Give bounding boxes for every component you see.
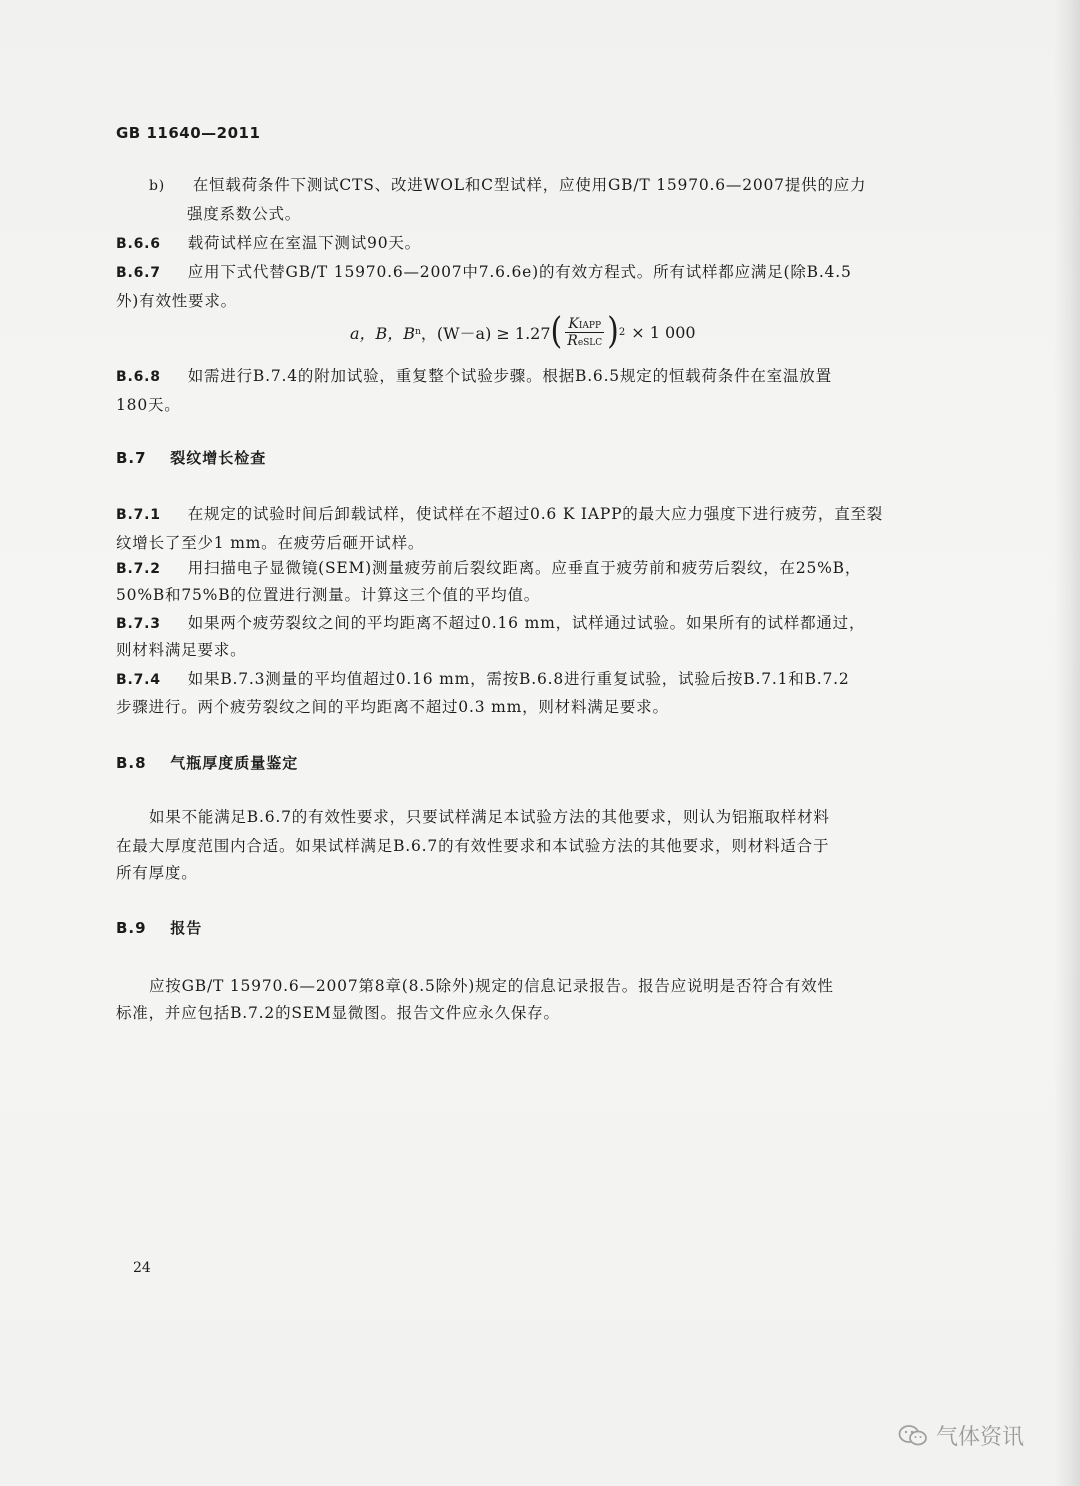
clause-b71-cont [116,531,424,553]
validity-formula [350,312,696,352]
clause-b74-cont [116,695,669,717]
paragraph-line: 所有厚度。 [116,864,198,882]
section-title: 裂纹增长检查 [170,449,267,467]
clause-text: 步骤进行。两个疲劳裂纹之间的平均距离不超过0.3 mm，则材料满足要求。 [116,698,669,716]
clause-b68-cont [116,393,181,415]
fraction-denominator [564,333,605,349]
clause-number: B.6.7 [116,265,161,281]
section-title: 报告 [170,919,203,937]
item-number: b) [149,178,166,194]
clause-b74 [116,667,850,689]
clause-b73 [116,611,865,633]
paragraph-line: 标准，并应包括B.7.2的SEM显微图。报告文件应永久保存。 [116,1004,560,1022]
section-number: B.9 [116,919,147,937]
clause-text: 如果B.7.3测量的平均值超过0.16 mm，需按B.6.8进行重复试验，试验后按B.7.1和B.7.2 [187,670,850,688]
list-item-b [149,173,866,195]
list-item-b-cont [187,202,301,224]
standard-header: GB 11640—2011 [116,124,261,142]
denominator-symbol: R [567,332,578,349]
section-title: 气瓶厚度质量鉴定 [170,754,299,772]
clause-number: B.6.8 [116,369,161,385]
clause-text: 应用下式代替GB/T 15970.6—2007中7.6.6e)的有效方程式。所有试样都应满足(除B.4.5 [187,263,852,281]
item-text: 强度系数公式。 [187,205,302,223]
clause-text: 如果两个疲劳裂纹之间的平均距离不超过0.16 mm，试样通过试验。如果所有的试样都通过， [187,614,866,632]
denominator-sub: eSLC [577,337,603,348]
clause-b66 [116,231,421,253]
clause-b73-cont [116,638,246,660]
right-paren: ) [607,310,619,353]
formula-lhs-tail: ，(W－a) ≥ 1.27 [420,323,551,343]
wechat-watermark [898,1420,1024,1451]
paragraph-line: 如果不能满足B.6.7的有效性要求，只要试样满足本试验方法的其他要求，则认为铝瓶取样材料 [149,808,830,826]
clause-b71 [116,502,883,524]
clause-text: 外)有效性要求。 [116,292,237,310]
fraction-numerator [565,316,604,333]
clause-text: 180天。 [116,396,181,414]
clause-number: B.7.1 [116,507,161,523]
watermark-text: 气体资讯 [936,1425,1025,1450]
page-edge-shadow [1054,0,1080,1486]
section-heading-b9 [116,917,202,938]
clause-number: B.7.4 [116,672,161,688]
page-number: 24 [133,1260,151,1276]
clause-text: 在规定的试验时间后卸载试样，使试样在不超过0.6 K IAPP的最大应力强度下进行疲劳，直至裂 [187,505,884,523]
section-heading-b7 [116,447,266,468]
clause-text: 则材料满足要求。 [116,641,247,659]
clause-b67-cont [116,289,237,311]
clause-text: 如需进行B.7.4的附加试验，重复整个试验步骤。根据B.6.5规定的恒载荷条件在室温放置 [187,367,832,385]
section-number: B.8 [116,754,147,772]
paragraph-line: 应按GB/T 15970.6—2007第8章(8.5除外)规定的信息记录报告。报告应说明是否符合有效性 [149,977,834,995]
clause-text: 50%B和75%B的位置进行测量。计算这三个值的平均值。 [116,586,541,604]
clause-number: B.7.3 [116,616,161,632]
formula-lhs-sub: n [415,327,421,337]
formula-power: 2 [618,326,626,338]
numerator-symbol: K [568,315,579,332]
clause-number: B.7.2 [116,561,161,577]
clause-text: 载荷试样应在室温下测试90天。 [187,234,421,252]
clause-text: 纹增长了至少1 mm。在疲劳后砸开试样。 [116,534,425,552]
section-number: B.7 [116,449,147,467]
item-text: 在恒载荷条件下测试CTS、改进WOL和C型试样，应使用GB/T 15970.6—2007提供的应力 [192,176,867,194]
left-paren: ( [550,310,563,353]
wechat-icon [898,1424,928,1448]
clause-number: B.6.6 [116,236,161,252]
section-heading-b8 [116,752,298,773]
formula-fraction [564,316,605,349]
clause-b72-cont [116,583,540,605]
clause-b72 [116,556,861,578]
clause-b67 [116,260,852,282]
paragraph-line: 在最大厚度范围内合适。如果试样满足B.6.7的有效性要求和本试验方法的其他要求，则材料适合于 [116,837,830,855]
clause-text: 用扫描电子显微镜(SEM)测量疲劳前后裂纹距离。应垂直于疲劳前和疲劳后裂纹，在25%B， [187,559,862,577]
numerator-sub: IAPP [578,320,602,331]
formula-lhs: a，B，B [350,323,416,343]
formula-tail: × 1 000 [631,322,696,342]
clause-b68 [116,364,832,386]
